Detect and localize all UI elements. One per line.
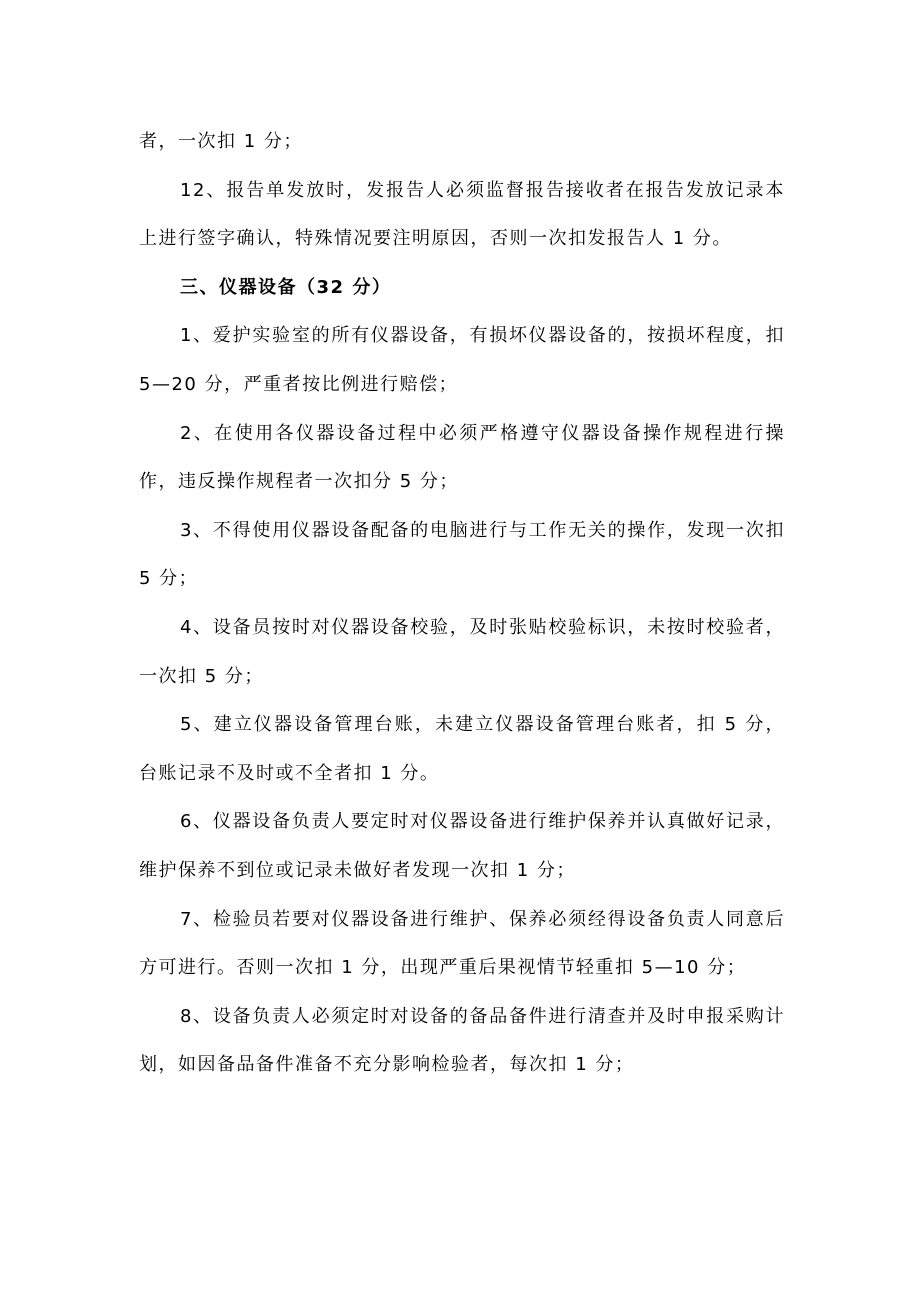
item-8: 8、设备负责人必须定时对设备的备品备件进行清查并及时申报采购计划，如因备品备件准备不充分影响检验者，每次扣 1 分； bbox=[139, 1005, 785, 1076]
item-7: 7、检验员若要对仪器设备进行维护、保养必须经得设备负责人同意后方可进行。否则一次扣 1 分，出现严重后果视情节轻重扣 5—10 分； bbox=[139, 908, 785, 979]
item-6: 6、仪器设备负责人要定时对仪器设备进行维护保养并认真做好记录，维护保养不到位或记录未做好者发现一次扣 1 分； bbox=[139, 811, 785, 881]
item-5: 5、建立仪器设备管理台账，未建立仪器设备管理台账者，扣 5 分，台账记录不及时或不全者扣 1 分。 bbox=[139, 714, 785, 784]
item-1: 1、爱护实验室的所有仪器设备，有损坏仪器设备的，按损坏程度，扣 5—20 分，严重者按比例进行赔偿； bbox=[139, 325, 785, 395]
section-heading-equipment: 三、仪器设备（32 分） bbox=[180, 276, 392, 298]
document-body bbox=[139, 118, 785, 1090]
item-3: 3、不得使用仪器设备配备的电脑进行与工作无关的操作，发现一次扣 5 分； bbox=[139, 519, 785, 590]
continued-text: 者，一次扣 1 分； bbox=[139, 131, 303, 152]
item-2: 2、在使用各仪器设备过程中必须严格遵守仪器设备操作规程进行操作，违反操作规程者一次扣分 5 分； bbox=[139, 422, 785, 493]
item-4: 4、设备员按时对仪器设备校验，及时张贴校验标识，未按时校验者，一次扣 5 分； bbox=[139, 616, 785, 687]
item-12: 12、报告单发放时，发报告人必须监督报告接收者在报告发放记录本上进行签字确认，特殊情况要注明原因，否则一次扣发报告人 1 分。 bbox=[139, 179, 785, 250]
